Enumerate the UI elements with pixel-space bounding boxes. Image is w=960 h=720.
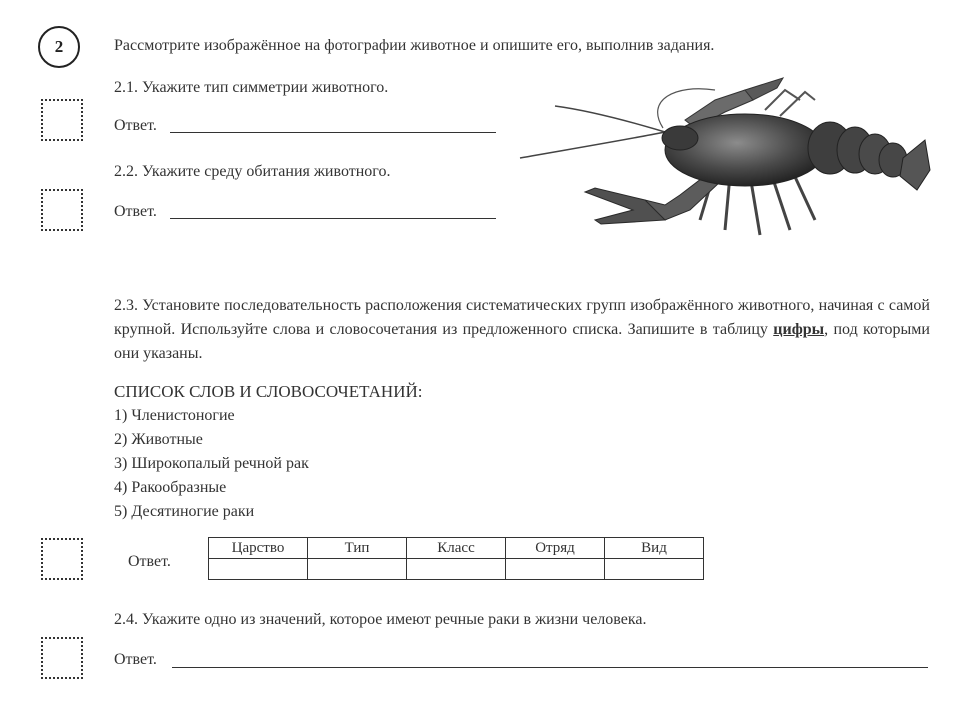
table-header: Тип <box>308 538 407 559</box>
word-list-title: СПИСОК СЛОВ И СЛОВОСОЧЕТАНИЙ: <box>114 382 423 401</box>
q21-answer-label: Ответ. <box>114 117 157 134</box>
table-header: Царство <box>209 538 308 559</box>
q23-text <box>114 294 930 366</box>
q24-answer-label: Ответ. <box>114 651 157 668</box>
answer-cell[interactable] <box>308 559 407 580</box>
word-list-item: 3) Широкопалый речной рак <box>114 455 309 472</box>
table-header: Отряд <box>506 538 605 559</box>
q23-answer-label: Ответ. <box>128 553 171 570</box>
table-header: Вид <box>605 538 704 559</box>
task-intro: Рассмотрите изображённое на фотографии животное и опишите его, выполнив задания. <box>114 37 715 54</box>
task-number-badge: 2 <box>38 26 80 68</box>
q21-text: 2.1. Укажите тип симметрии животного. <box>114 79 389 96</box>
word-list-item: 2) Животные <box>114 431 203 448</box>
word-list-item: 4) Ракообразные <box>114 479 227 496</box>
q21-answer-line[interactable] <box>170 132 496 133</box>
q23-score-box[interactable] <box>41 538 83 580</box>
q24-answer-line[interactable] <box>172 667 928 668</box>
q23-answer-table <box>208 537 704 580</box>
answer-cell[interactable] <box>605 559 704 580</box>
q22-score-box[interactable] <box>41 189 83 231</box>
q22-answer-line[interactable] <box>170 218 496 219</box>
q24-text: 2.4. Укажите одно из значений, которое имеют речные раки в жизни человека. <box>114 611 647 628</box>
answer-cell[interactable] <box>506 559 605 580</box>
table-header: Класс <box>407 538 506 559</box>
q24-score-box[interactable] <box>41 637 83 679</box>
answer-cell[interactable] <box>209 559 308 580</box>
q21-score-box[interactable] <box>41 99 83 141</box>
q23-text-after: , под которыми они указаны. <box>114 321 930 362</box>
word-list-item: 5) Десятиногие раки <box>114 503 255 520</box>
crayfish-image <box>515 70 935 260</box>
q22-text: 2.2. Укажите среду обитания животного. <box>114 163 391 180</box>
q23-bold-word: цифры <box>773 321 825 338</box>
answer-cell[interactable] <box>407 559 506 580</box>
q22-answer-label: Ответ. <box>114 203 157 220</box>
q23-text-before: 2.3. Установите последовательность расположения систематических групп изображённого животного, начиная с самой крупной. Используйте слова и словосочетания из предложенного списка. Запишите в таблицу <box>114 297 930 338</box>
word-list-item: 1) Членистоногие <box>114 407 235 424</box>
